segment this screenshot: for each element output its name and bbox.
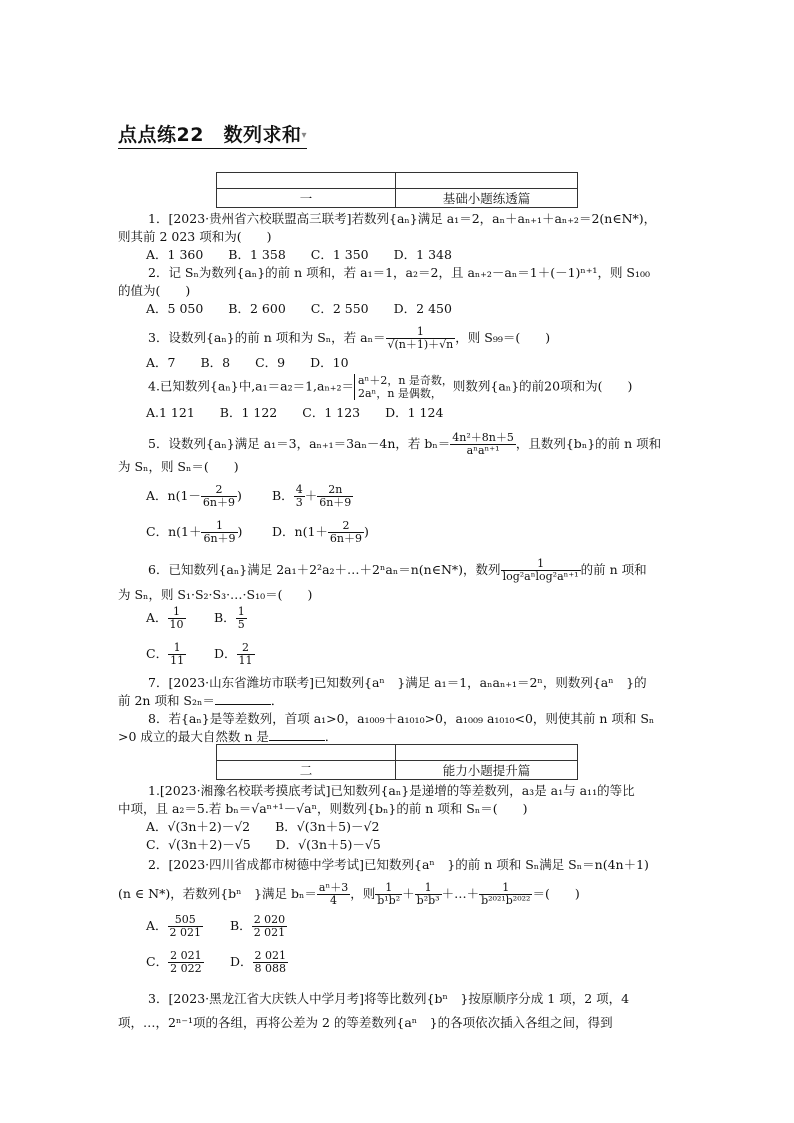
fraction-denominator: 4	[330, 894, 338, 907]
option-label: D．	[214, 646, 237, 661]
option-label: C．	[146, 646, 169, 661]
problem-2-option-d	[230, 950, 288, 975]
problem-3-line-1: 3．[2023·黑龙江省大庆铁人中学月考]将等比数列{bⁿ }按原顺序分成 1 项，2 项，4	[148, 991, 630, 1006]
fraction-denominator: 2 021	[253, 926, 286, 939]
fraction	[168, 914, 204, 939]
fraction-numerator: 2 021	[254, 949, 287, 962]
fraction	[317, 882, 350, 907]
section-label: 二	[217, 761, 396, 780]
question-6-text: 6．已知数列{aₙ}满足 2a₁＋2²a₂＋…＋2ⁿaₙ＝n(n∈N*)，数列	[148, 562, 501, 577]
fraction-numerator: aⁿ＋3	[318, 881, 349, 894]
fraction-numerator: 1	[168, 606, 186, 619]
fraction	[252, 914, 288, 939]
fraction-numerator: 2	[201, 484, 237, 497]
problem-2-text-end: ＝( )	[532, 886, 580, 901]
fraction	[201, 520, 237, 545]
fraction	[375, 882, 402, 907]
question-6-text-end: 的前 n 项和	[580, 562, 647, 577]
question-6-option-a	[146, 606, 186, 631]
case-even: 2aⁿ，n 是偶数，	[358, 387, 442, 400]
question-5-line-2: 为 Sₙ，则 Sₙ＝( )	[118, 459, 239, 474]
fraction	[253, 950, 289, 975]
fraction	[386, 326, 456, 351]
fraction-denominator: aⁿaⁿ⁺¹	[466, 444, 500, 457]
question-8-text: >0 成立的最大自然数 n 是	[118, 729, 269, 744]
paren: )	[237, 524, 243, 539]
question-5-text: 5．设数列{aₙ}满足 a₁＝3，aₙ₊₁＝3aₙ－4n，若 bₙ＝	[148, 436, 451, 451]
plus-ellipsis: ＋…＋	[441, 886, 480, 901]
section-name: 能力小题提升篇	[396, 761, 578, 780]
question-2-line-2: 的值为( )	[118, 283, 191, 298]
problem-2-option-b	[230, 914, 287, 939]
question-4-stem	[118, 374, 708, 400]
fraction	[237, 642, 255, 667]
paren: )	[364, 524, 369, 539]
question-6-option-b	[214, 606, 247, 631]
section-header-basic	[216, 172, 578, 208]
fraction	[501, 558, 581, 583]
fraction	[450, 432, 516, 457]
question-6-stem	[118, 558, 708, 583]
question-2-options: A．5 050 B．2 600 C．2 550 D．2 450	[146, 301, 452, 316]
fraction-numerator: 2	[237, 642, 255, 655]
question-6-option-d	[214, 642, 255, 667]
option-label: B．	[214, 610, 236, 625]
option-label: B．	[230, 918, 252, 933]
problem-1-line-2: 中项，且 a₂＝5.若 bₙ＝√aⁿ⁺¹－√aⁿ，则数列{bₙ}的前 n 项和 Sₙ＝( )	[118, 801, 528, 816]
question-1-line-2: 则其前 2 023 项和为( )	[118, 229, 272, 244]
problem-2-option-a	[146, 914, 203, 939]
fraction-denominator: 6n＋9	[202, 496, 236, 509]
fraction-denominator: 11	[170, 654, 185, 667]
fraction-numerator: 2n	[317, 484, 353, 497]
problem-2-line-1: 2．[2023·四川省成都市树德中学考试]已知数列{aⁿ }的前 n 项和 Sₙ满足 Sₙ＝n(4n＋1)	[148, 857, 649, 872]
option-label: A．n(1－	[146, 488, 201, 503]
question-4-text: 4.已知数列{aₙ}中,a₁＝a₂＝1,aₙ₊₂＝	[148, 378, 354, 394]
fraction-denominator: 6n＋9	[329, 532, 362, 545]
fraction-numerator: 1	[501, 558, 581, 571]
problem-2-text-mid: ，则	[350, 886, 376, 901]
fraction-numerator: 1	[375, 882, 402, 895]
problem-1-line-1: 1.[2023·湘豫名校联考摸底考试]已知数列{aₙ}是递增的等差数列，a₃是 a₁与 a₁₁的等比	[148, 783, 635, 798]
fraction	[328, 520, 364, 545]
option-label: D．n(1＋	[272, 524, 328, 539]
option-label: C．	[146, 954, 169, 969]
fraction-denominator: 6n＋9	[203, 532, 236, 545]
option-label: D．	[230, 954, 253, 969]
option-label: A．	[146, 918, 168, 933]
page-title	[118, 120, 307, 149]
fraction-numerator: 505	[168, 914, 204, 927]
plus-sign: ＋	[304, 488, 318, 503]
question-8-line-1: 8．若{aₙ}是等差数列，首项 a₁>0，a₁₀₀₉＋a₁₀₁₀>0，a₁₀₀₉ a₁₀₁₀<0，则使其前 n 项和 Sₙ	[148, 711, 655, 726]
fraction-denominator: b¹b²	[377, 894, 401, 907]
option-label: A．	[146, 610, 168, 625]
section-label: 一	[217, 189, 396, 208]
question-7-line-2	[118, 692, 678, 710]
question-3-text: 3．设数列{aₙ}的前 n 项和为 Sₙ，若 aₙ＝	[148, 330, 386, 345]
question-5-option-a	[146, 484, 242, 509]
fraction-denominator: b²b³	[416, 894, 440, 907]
plus-sign: ＋	[402, 886, 415, 901]
answer-blank[interactable]	[269, 740, 325, 741]
fraction-numerator: 1	[386, 326, 456, 339]
fraction-numerator: 1	[479, 882, 532, 895]
case-odd: aⁿ＋2，n 是奇数，	[358, 374, 453, 387]
fraction	[415, 882, 442, 907]
problem-2-text: (n ∈ N*)，若数列{bⁿ }满足 bₙ＝	[118, 886, 317, 901]
question-6-line-2: 为 Sₙ，则 S₁·S₂·S₃·…·S₁₀＝( )	[118, 587, 313, 602]
fraction-numerator: 4n²＋8n＋5	[452, 431, 514, 444]
fraction-denominator: 2 022	[170, 962, 202, 975]
fraction-denominator: 3	[295, 496, 303, 509]
fraction	[201, 484, 237, 509]
dropdown-arrow-icon: ▾	[301, 130, 307, 141]
fraction-denominator: 2 021	[169, 926, 202, 939]
question-4-options: A.1 121 B．1 122 C．1 123 D．1 124	[146, 405, 444, 420]
fraction	[168, 950, 204, 975]
fraction	[294, 484, 305, 509]
fraction-denominator: 8 088	[254, 962, 287, 975]
question-7-text: 前 2n 项和 S₂ₙ＝	[118, 693, 215, 708]
problem-1-options-cd: C．√(3n＋2)－√5 D．√(3n＋5)－√5	[146, 837, 381, 852]
page-title-text: 点点练22 数列求和	[118, 124, 302, 146]
question-6-option-c	[146, 642, 186, 667]
fraction	[168, 642, 186, 667]
fraction-numerator: 2 021	[170, 949, 202, 962]
option-label: B．	[272, 488, 294, 503]
problem-2-option-c	[146, 950, 204, 975]
section-header-advanced	[216, 744, 578, 780]
section-name: 基础小题练透篇	[396, 189, 578, 208]
option-label: C．n(1＋	[146, 524, 202, 539]
question-5-stem	[118, 432, 708, 457]
fraction-denominator: 11	[238, 654, 253, 667]
fraction-numerator: 2 020	[253, 913, 286, 926]
question-5-option-c	[146, 520, 242, 545]
fraction-denominator: 10	[169, 618, 184, 631]
fraction	[479, 882, 532, 907]
question-2-line-1: 2．记 Sₙ为数列{aₙ}的前 n 项和，若 a₁＝1，a₂＝2，且 aₙ₊₂－aₙ＝1＋(－1)ⁿ⁺¹，则 S₁₀₀	[148, 265, 651, 280]
fraction-numerator: 1	[237, 605, 245, 618]
fraction-denominator: √(n＋1)＋√n	[387, 338, 454, 351]
problem-3-line-2: 项，…，2ⁿ⁻¹项的各组，再将公差为 2 的等差数列{aⁿ }的各项依次插入各组之间，得到	[118, 1015, 613, 1030]
question-4-text-end: 则数列{aₙ}的前20项和为( )	[452, 378, 633, 394]
question-5-option-d	[272, 520, 369, 545]
paren: )	[237, 488, 242, 503]
period: ．	[324, 729, 338, 744]
fraction-denominator: 6n＋9	[319, 496, 352, 509]
fraction	[168, 606, 186, 631]
answer-blank[interactable]	[215, 704, 271, 705]
fraction-numerator: 1	[201, 520, 237, 533]
question-3-options: A．7 B．8 C．9 D．10	[146, 355, 349, 370]
fraction-denominator: 5	[237, 618, 245, 631]
fraction-numerator: 4	[295, 483, 303, 496]
question-3-stem	[118, 326, 708, 351]
question-1-line-1: 1．[2023·贵州省六校联盟高三联考]若数列{aₙ}满足 a₁＝2，aₙ＋aₙ₊₁＋aₙ₊₂＝2(n∈N*)，	[148, 211, 657, 226]
fraction-numerator: 1	[168, 642, 186, 655]
question-3-text-end: ，则 S₉₉＝( )	[455, 330, 551, 345]
problem-1-options-ab: A．√(3n＋2)－√2 B．√(3n＋5)－√2	[146, 819, 380, 834]
fraction-numerator: 2	[328, 520, 364, 533]
period: ．	[270, 693, 284, 708]
problem-2-line-2	[118, 882, 678, 907]
question-5-text-end: ，且数列{bₙ}的前 n 项和	[515, 436, 662, 451]
piecewise-cases	[354, 374, 453, 400]
fraction-denominator: log²aⁿlog²aⁿ⁺¹	[502, 570, 579, 583]
fraction	[236, 606, 247, 631]
fraction-denominator: b²⁰²¹b²⁰²²	[481, 894, 531, 907]
question-5-option-b	[272, 484, 353, 509]
question-7-line-1: 7．[2023·山东省潍坊市联考]已知数列{aⁿ }满足 a₁＝1，aₙaₙ₊₁＝2ⁿ，则数列{aⁿ }的	[148, 675, 647, 690]
fraction	[317, 484, 353, 509]
question-1-options: A．1 360 B．1 358 C．1 350 D．1 348	[146, 247, 452, 262]
fraction-numerator: 1	[415, 882, 442, 895]
